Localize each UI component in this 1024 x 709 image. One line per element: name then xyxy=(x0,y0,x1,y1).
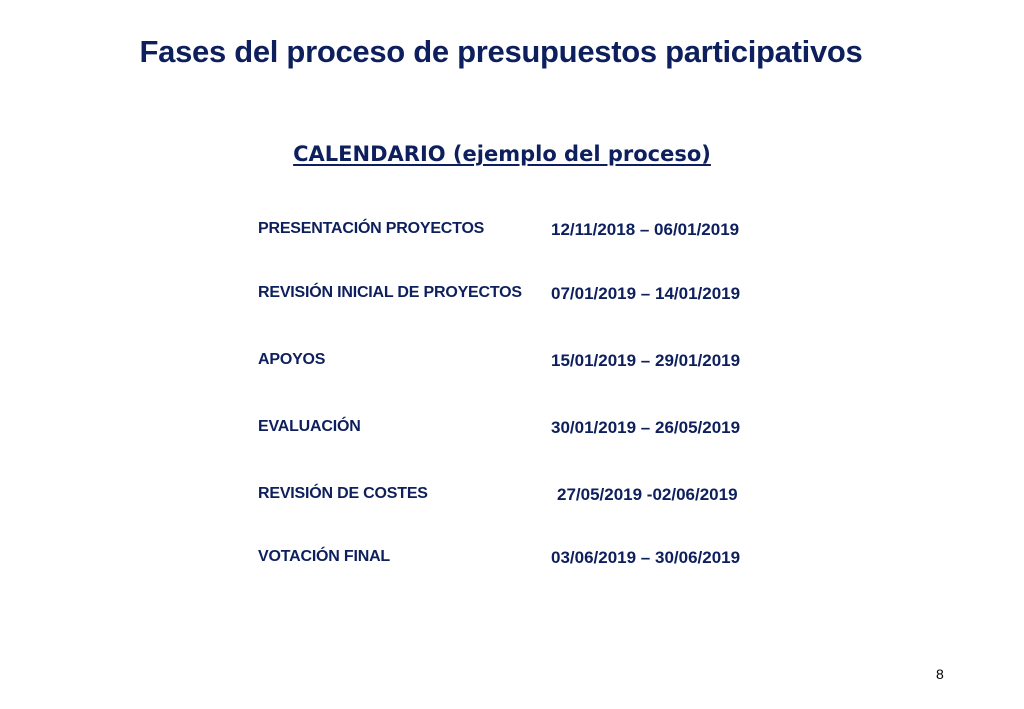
phase-row-revision-inicial xyxy=(258,284,818,308)
phase-dates: 12/11/2018 – 06/01/2019 xyxy=(551,220,740,239)
phase-row-presentacion xyxy=(258,220,818,244)
phase-name: VOTACIÓN FINAL xyxy=(258,548,391,565)
phase-dates: 03/06/2019 – 30/06/2019 xyxy=(551,548,741,567)
phase-dates: 27/05/2019 -02/06/2019 xyxy=(557,485,738,504)
phase-row-votacion-final xyxy=(258,548,818,572)
phase-name: REVISIÓN DE COSTES xyxy=(258,485,428,502)
phase-dates: 15/01/2019 – 29/01/2019 xyxy=(551,351,741,370)
phase-row-apoyos xyxy=(258,351,818,375)
phase-row-evaluacion xyxy=(258,418,818,442)
phase-name: REVISIÓN INICIAL DE PROYECTOS xyxy=(258,284,522,301)
phase-name: APOYOS xyxy=(258,351,326,368)
phase-name: EVALUACIÓN xyxy=(258,418,361,435)
slide-title: Fases del proceso de presupuestos participativos xyxy=(139,34,863,69)
phase-dates: 30/01/2019 – 26/05/2019 xyxy=(551,418,741,437)
phase-dates: 07/01/2019 – 14/01/2019 xyxy=(551,284,741,303)
calendar-heading: CALENDARIO (ejemplo del proceso) xyxy=(293,142,711,166)
page-number: 8 xyxy=(936,666,944,682)
phase-name: PRESENTACIÓN PROYECTOS xyxy=(258,220,485,237)
phase-row-revision-costes xyxy=(258,485,818,509)
